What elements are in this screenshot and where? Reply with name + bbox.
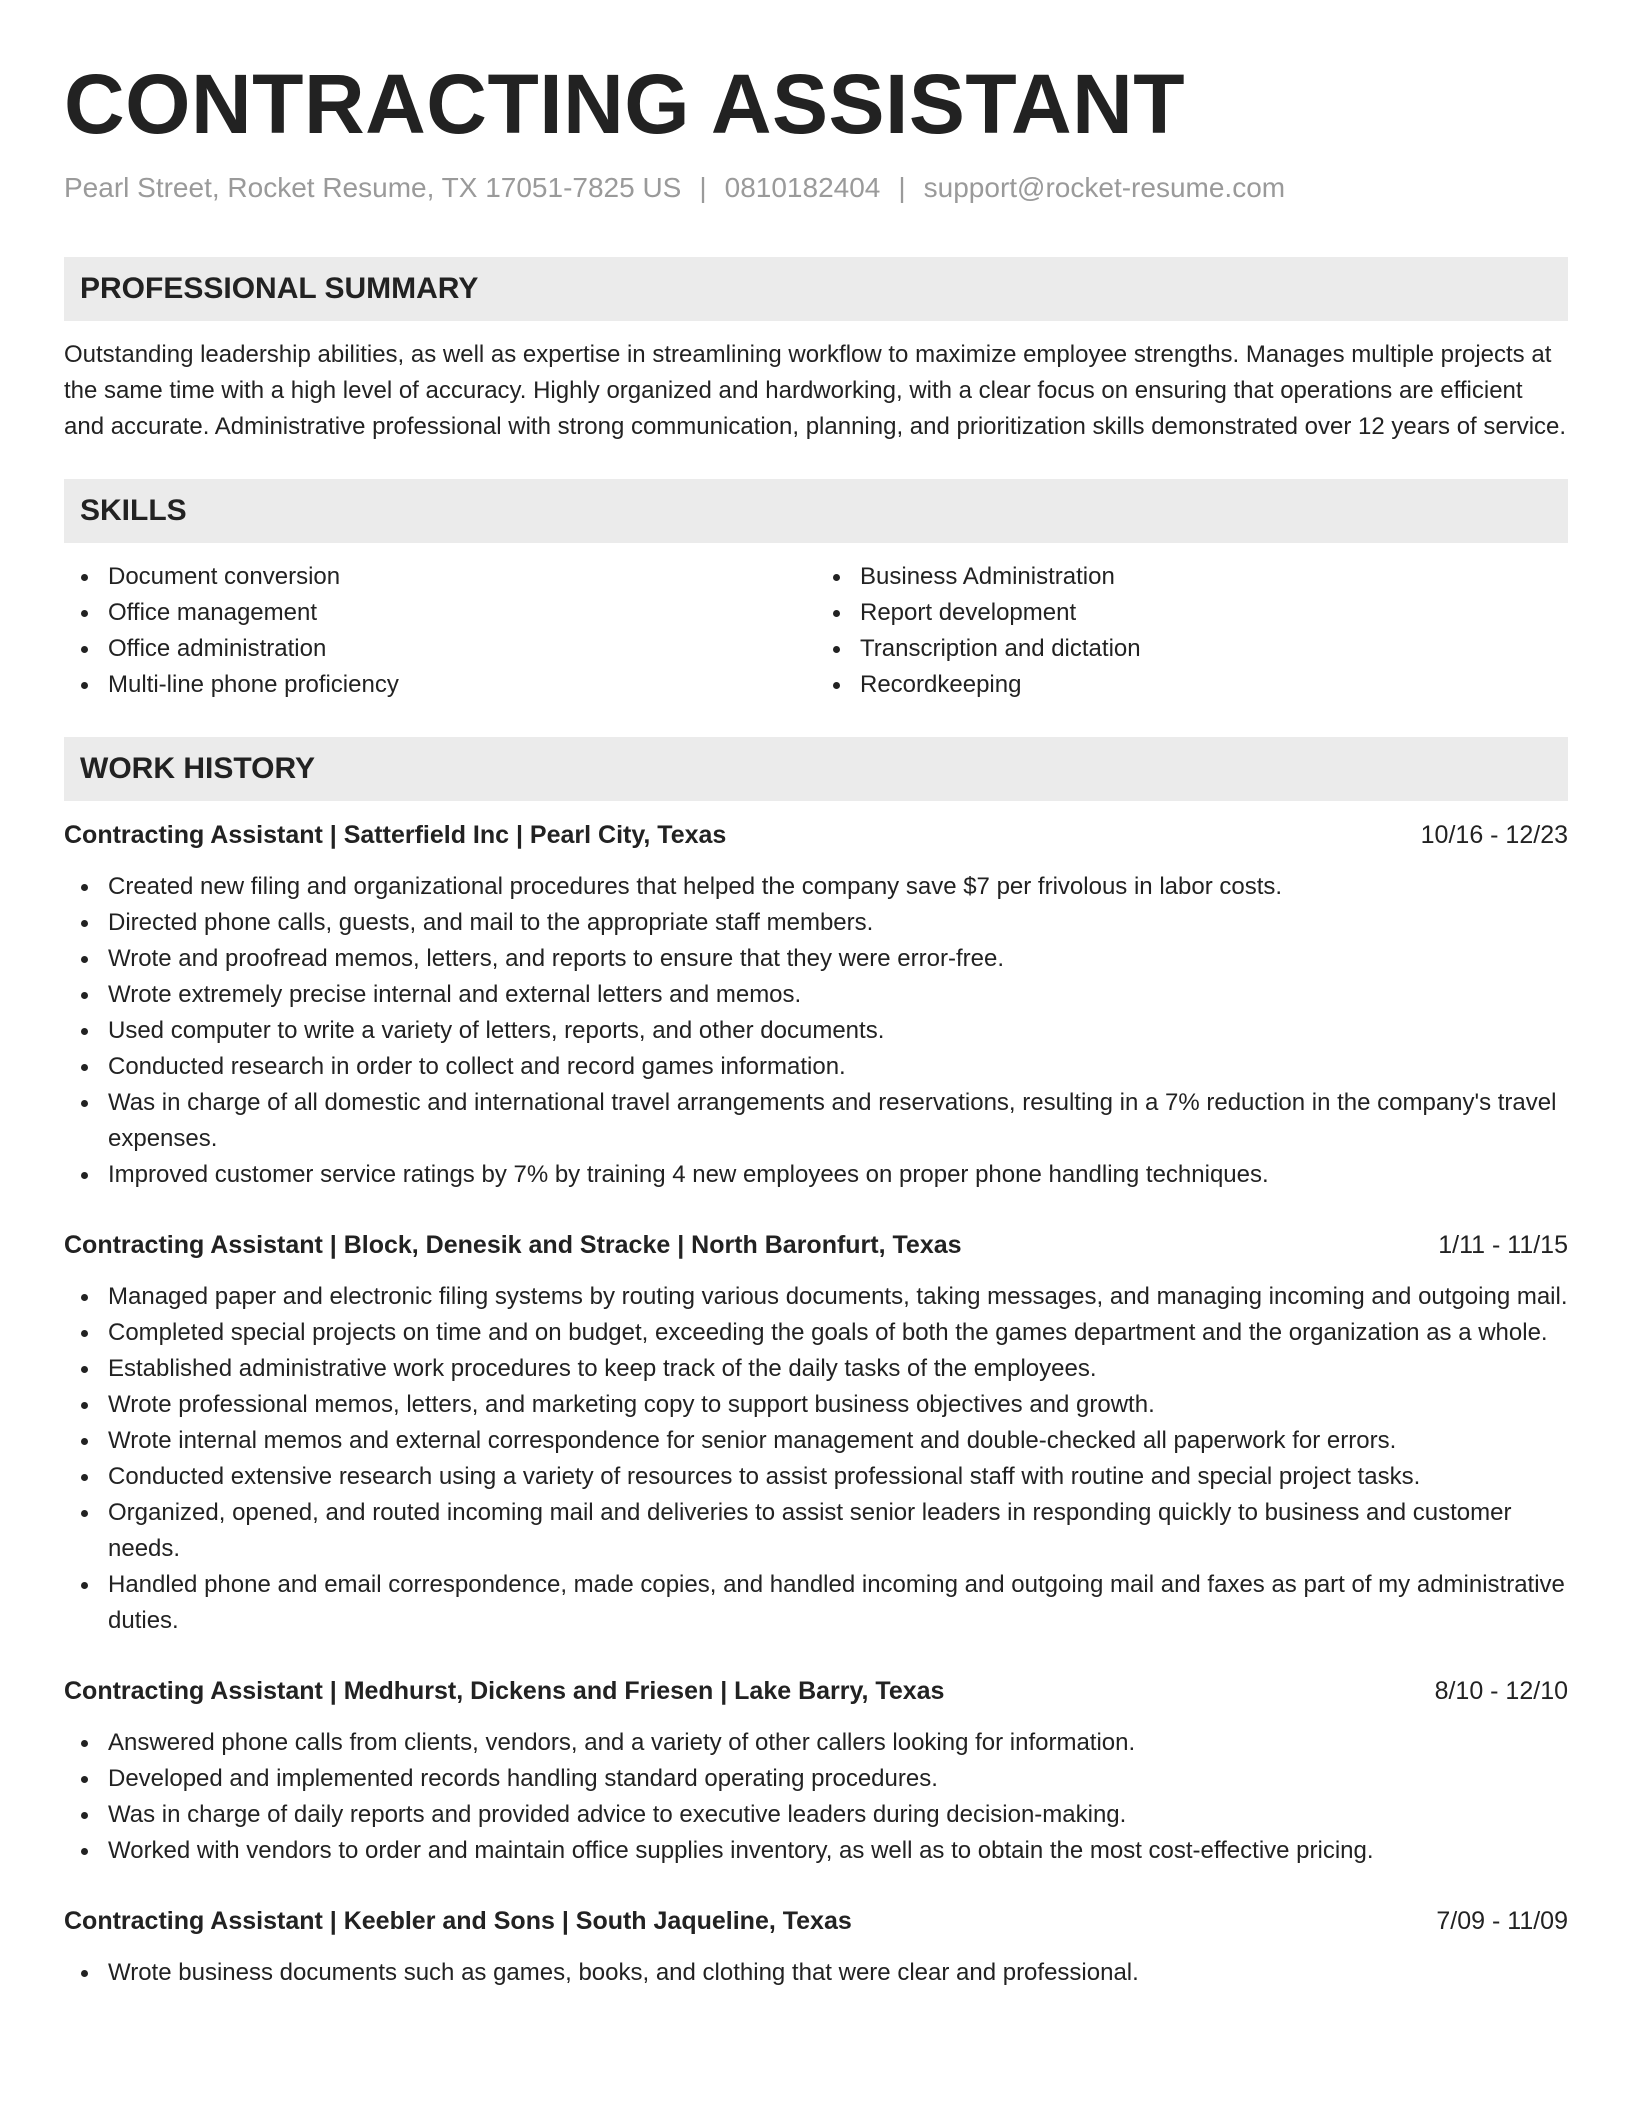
job-bullet: Developed and implemented records handling standard operating procedures. [64, 1761, 1568, 1797]
job-entry [64, 1673, 1568, 1869]
job-header [64, 1673, 1568, 1709]
job-bullet: Wrote extremely precise internal and external letters and memos. [64, 977, 1568, 1013]
skills-list [64, 559, 1568, 703]
skill-item: Office management [64, 595, 816, 631]
skills-column-left [64, 559, 816, 703]
job-bullet: Established administrative work procedures to keep track of the daily tasks of the employees. [64, 1351, 1568, 1387]
job-bullet: Created new filing and organizational procedures that helped the company save $7 per frivolous in labor costs. [64, 869, 1568, 905]
job-title: Contracting Assistant | Medhurst, Dickens and Friesen | Lake Barry, Texas [64, 1677, 945, 1705]
job-bullet: Organized, opened, and routed incoming mail and deliveries to assist senior leaders in responding quickly to business and customer needs. [64, 1495, 1568, 1567]
skills-column-right [816, 559, 1568, 703]
job-bullet: Answered phone calls from clients, vendors, and a variety of other callers looking for information. [64, 1725, 1568, 1761]
contact-line [64, 170, 1568, 206]
job-bullet: Used computer to write a variety of letters, reports, and other documents. [64, 1013, 1568, 1049]
skill-item: Report development [816, 595, 1568, 631]
job-bullets [64, 1955, 1568, 1991]
candidate-name: CONTRACTING ASSISTANT [64, 57, 1186, 151]
job-bullet: Worked with vendors to order and maintain office supplies inventory, as well as to obtain the most cost-effective pricing. [64, 1833, 1568, 1869]
section-header-skills: SKILLS [64, 479, 1568, 543]
skill-item: Office administration [64, 631, 816, 667]
contact-email: support@rocket-resume.com [923, 172, 1286, 203]
job-bullet: Completed special projects on time and on budget, exceeding the goals of both the games department and the organization as a whole. [64, 1315, 1568, 1351]
job-bullet: Was in charge of all domestic and international travel arrangements and reservations, resulting in a 7% reduction in the company's travel expenses. [64, 1085, 1568, 1157]
contact-separator: | [699, 172, 707, 203]
job-bullets [64, 1725, 1568, 1869]
skill-item: Transcription and dictation [816, 631, 1568, 667]
job-bullet: Conducted extensive research using a variety of resources to assist professional staff with routine and special project tasks. [64, 1459, 1568, 1495]
section-header-summary: PROFESSIONAL SUMMARY [64, 257, 1568, 321]
contact-separator: | [898, 172, 906, 203]
job-header [64, 1903, 1568, 1939]
job-bullets [64, 1279, 1568, 1639]
skill-item: Multi-line phone proficiency [64, 667, 816, 703]
job-bullet: Was in charge of daily reports and provided advice to executive leaders during decision-making. [64, 1797, 1568, 1833]
job-dates: 8/10 - 12/10 [1434, 1677, 1568, 1705]
job-title: Contracting Assistant | Block, Denesik and Stracke | North Baronfurt, Texas [64, 1231, 962, 1259]
job-bullet: Wrote business documents such as games, books, and clothing that were clear and professional. [64, 1955, 1568, 1991]
job-bullet: Conducted research in order to collect and record games information. [64, 1049, 1568, 1085]
job-bullet: Directed phone calls, guests, and mail to the appropriate staff members. [64, 905, 1568, 941]
job-bullets [64, 869, 1568, 1193]
job-title: Contracting Assistant | Keebler and Sons | South Jaqueline, Texas [64, 1907, 852, 1935]
job-entry [64, 1903, 1568, 1991]
job-bullet: Wrote and proofread memos, letters, and reports to ensure that they were error-free. [64, 941, 1568, 977]
job-bullet: Handled phone and email correspondence, made copies, and handled incoming and outgoing mail and faxes as part of my administrative duties. [64, 1567, 1568, 1639]
job-bullet: Wrote professional memos, letters, and marketing copy to support business objectives and growth. [64, 1387, 1568, 1423]
job-title: Contracting Assistant | Satterfield Inc | Pearl City, Texas [64, 821, 727, 849]
job-dates: 1/11 - 11/15 [1438, 1231, 1568, 1259]
job-bullet: Managed paper and electronic filing systems by routing various documents, taking messages, and managing incoming and outgoing mail. [64, 1279, 1568, 1315]
skill-item: Business Administration [816, 559, 1568, 595]
job-dates: 10/16 - 12/23 [1420, 821, 1568, 849]
job-bullet: Wrote internal memos and external correspondence for senior management and double-checked all paperwork for errors. [64, 1423, 1568, 1459]
contact-phone: 0810182404 [724, 172, 881, 203]
job-entry [64, 1227, 1568, 1639]
section-header-work-history: WORK HISTORY [64, 737, 1568, 801]
skill-item: Recordkeeping [816, 667, 1568, 703]
job-header [64, 1227, 1568, 1263]
skill-item: Document conversion [64, 559, 816, 595]
job-header [64, 817, 1568, 853]
job-entry [64, 817, 1568, 1193]
summary-text: Outstanding leadership abilities, as well as expertise in streamlining workflow to maximize employee strengths. Manages multiple projects at the same time with a high level of accuracy. Highly organized and hardworking, with a clear focus on ensuring that operations are efficient and accurate. Administrative professional with strong communication, planning, and prioritization skills demonstrated over 12 years of service. [64, 341, 1567, 440]
contact-address: Pearl Street, Rocket Resume, TX 17051-7825 US [64, 172, 682, 203]
job-dates: 7/09 - 11/09 [1436, 1907, 1568, 1935]
job-bullet: Improved customer service ratings by 7% by training 4 new employees on proper phone handling techniques. [64, 1157, 1568, 1193]
